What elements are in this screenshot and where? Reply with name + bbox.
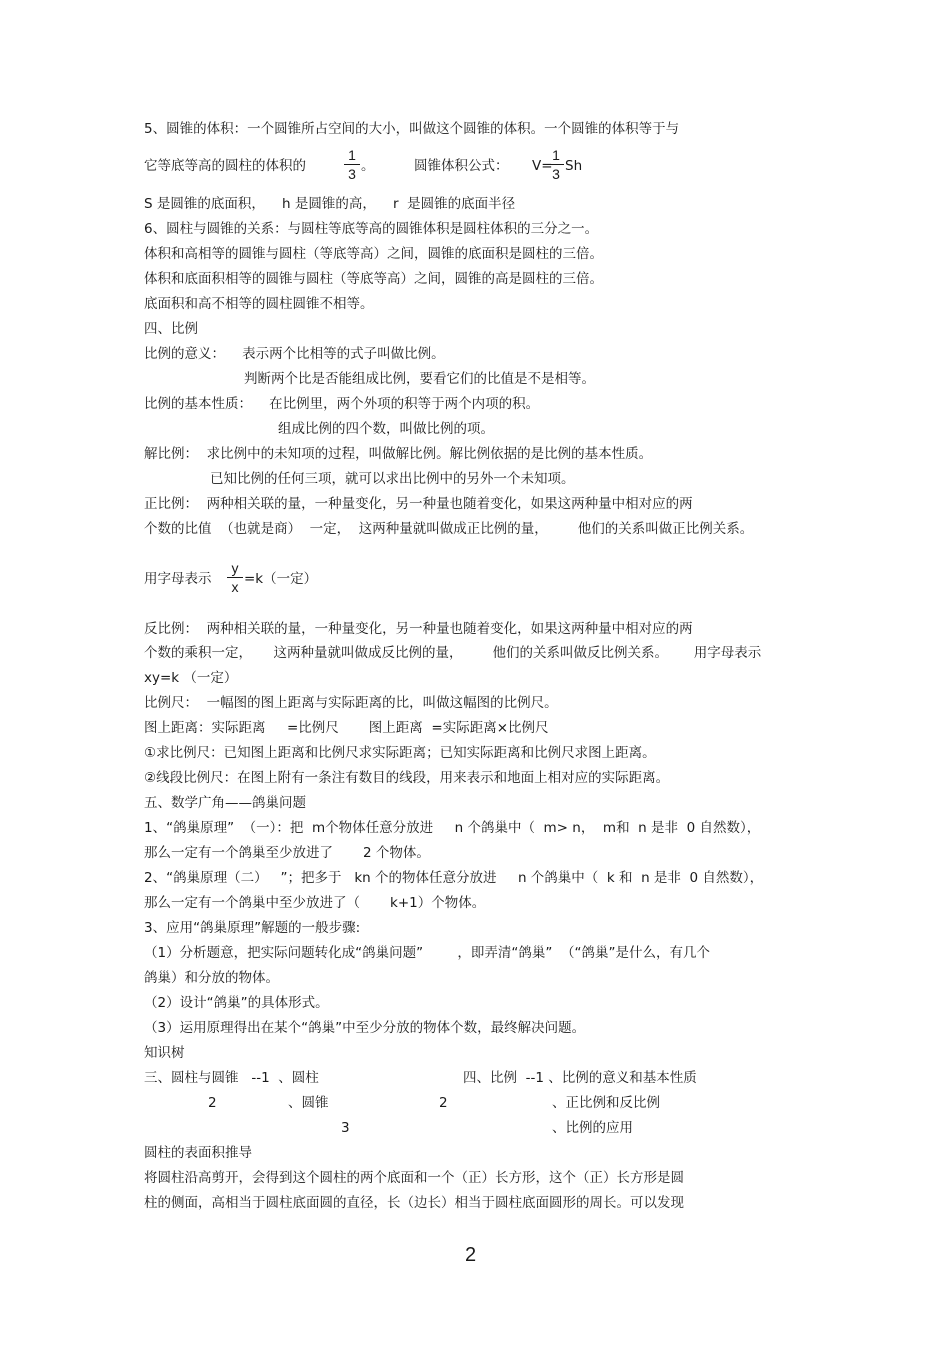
section-heading: 四、比例 <box>144 321 198 337</box>
text-line: 5、圆锥的体积：一个圆锥所占空间的大小，叫做这个圆锥的体积。一个圆锥的体积等于与 <box>144 121 680 137</box>
text-line: 鸽巢）和分放的物体。 <box>144 970 279 986</box>
text-line: 。 <box>361 158 375 174</box>
text-line: （3）运用原理得出在某个“鸽巢”中至少分放的物体个数，最终解决问题。 <box>144 1020 586 1036</box>
section-heading: 知识树 <box>144 1045 185 1061</box>
formula-text: Sh <box>565 158 583 174</box>
knowledge-tree-item: 3 <box>341 1120 350 1136</box>
knowledge-tree-item: 三、圆柱与圆锥 --1 、圆柱 <box>144 1070 319 1086</box>
text-line: 那么一定有一个鸽巢至少放进了 2 个物体。 <box>144 845 430 861</box>
text-line: 圆锥体积公式： <box>414 158 509 174</box>
fraction <box>548 147 564 182</box>
text-line: ②线段比例尺：在图上附有一条注有数目的线段，用来表示和地面上相对应的实际距离。 <box>144 770 670 786</box>
knowledge-tree-item: 、比例的应用 <box>552 1120 633 1136</box>
section-heading: 五、数学广角——鸽巢问题 <box>144 795 306 811</box>
text-line: 个数的比值 （也就是商） 一定， 这两种量就叫做成正比例的量， 他们的关系叫做正比例关系。 <box>144 521 754 537</box>
page-number: 2 <box>465 1244 477 1266</box>
fraction-denominator: 3 <box>348 166 356 182</box>
knowledge-tree-item: 四、比例 --1 、比例的意义和基本性质 <box>463 1070 697 1086</box>
text-line: 3、应用“鸽巢原理”解题的一般步骤: <box>144 920 361 936</box>
text-line: （1）分析题意，把实际问题转化成“鸽巢问题” ，即弄清“鸽巢” （“鸽巢”是什么，有几个 <box>144 945 710 961</box>
text-line: 1、“鸽巢原理” （一）：把 m个物体任意分放进 n 个鸽巢中（ m> n， m和 n 是非 0 自然数）， <box>144 820 761 836</box>
knowledge-tree-item: 2 <box>439 1095 448 1111</box>
fraction <box>344 147 360 182</box>
fraction-numerator: 1 <box>344 147 360 165</box>
text-line: 组成比例的四个数，叫做比例的项。 <box>278 421 494 437</box>
text-line: 个数的乘积一定， 这两种量就叫做成反比例的量， 他们的关系叫做反比例关系。 用字母表示 <box>144 645 762 661</box>
text-line: 6、圆柱与圆锥的关系：与圆柱等底等高的圆锥体积是圆柱体积的三分之一。 <box>144 221 599 237</box>
text-line: 用字母表示 <box>144 571 212 587</box>
fraction-numerator: y <box>227 560 243 578</box>
fraction-numerator: 1 <box>548 147 564 165</box>
text-line: 图上距离：实际距离 =比例尺 图上距离 =实际距离×比例尺 <box>144 720 549 736</box>
text-line: 比例尺： 一幅图的图上距离与实际距离的比，叫做这幅图的比例尺。 <box>144 695 558 711</box>
text-line: 底面积和高不相等的圆柱圆锥不相等。 <box>144 296 374 312</box>
text-line: 2、“鸽巢原理（二） ”；把多于 kn 个的物体任意分放进 n 个鸽巢中（ k 和 n 是非 0 自然数）， <box>144 870 764 886</box>
text-line: 已知比例的任何三项，就可以求出比例中的另外一个未知项。 <box>210 471 575 487</box>
text-line: 比例的意义： 表示两个比相等的式子叫做比例。 <box>144 346 445 362</box>
fraction-denominator: 3 <box>552 166 560 182</box>
fraction-denominator: x <box>231 579 239 595</box>
knowledge-tree-item: 2 <box>208 1095 217 1111</box>
text-line: 反比例： 两种相关联的量，一种量变化，另一种量也随着变化，如果这两种量中相对应的两 <box>144 621 693 637</box>
text-line: 那么一定有一个鸽巢中至少放进了（ k+1）个物体。 <box>144 895 486 911</box>
text-line: （2）设计“鸽巢”的具体形式。 <box>144 995 329 1011</box>
text-line: 正比例： 两种相关联的量，一种量变化，另一种量也随着变化，如果这两种量中相对应的两 <box>144 496 693 512</box>
knowledge-tree-item: 、圆锥 <box>288 1095 329 1111</box>
formula-text: V= <box>532 158 553 174</box>
formula-text: =k（一定） <box>244 571 318 587</box>
text-line: xy=k （一定） <box>144 670 238 686</box>
text-line: 柱的侧面，高相当于圆柱底面圆的直径，长（边长）相当于圆柱底面圆形的周长。可以发现 <box>144 1195 684 1211</box>
text-line: S 是圆锥的底面积， h 是圆锥的高， r 是圆锥的底面半径 <box>144 196 516 212</box>
text-line: 比例的基本性质： 在比例里，两个外项的积等于两个内项的积。 <box>144 396 540 412</box>
text-line: 解比例： 求比例中的未知项的过程，叫做解比例。解比例依据的是比例的基本性质。 <box>144 446 653 462</box>
text-line: 体积和底面积相等的圆锥与圆柱（等底等高）之间，圆锥的高是圆柱的三倍。 <box>144 271 603 287</box>
text-line: 它等底等高的圆柱的体积的 <box>144 158 306 174</box>
text-line: 判断两个比是否能组成比例，要看它们的比值是不是相等。 <box>244 371 595 387</box>
text-line: 将圆柱沿高剪开，会得到这个圆柱的两个底面和一个（正）长方形，这个（正）长方形是圆 <box>144 1170 684 1186</box>
text-line: ①求比例尺：已知图上距离和比例尺求实际距离；已知实际距离和比例尺求图上距离。 <box>144 745 656 761</box>
knowledge-tree-item: 、正比例和反比例 <box>552 1095 660 1111</box>
fraction <box>227 560 243 595</box>
section-heading: 圆柱的表面积推导 <box>144 1145 252 1161</box>
text-line: 体积和高相等的圆锥与圆柱（等底等高）之间，圆锥的底面积是圆柱的三倍。 <box>144 246 603 262</box>
